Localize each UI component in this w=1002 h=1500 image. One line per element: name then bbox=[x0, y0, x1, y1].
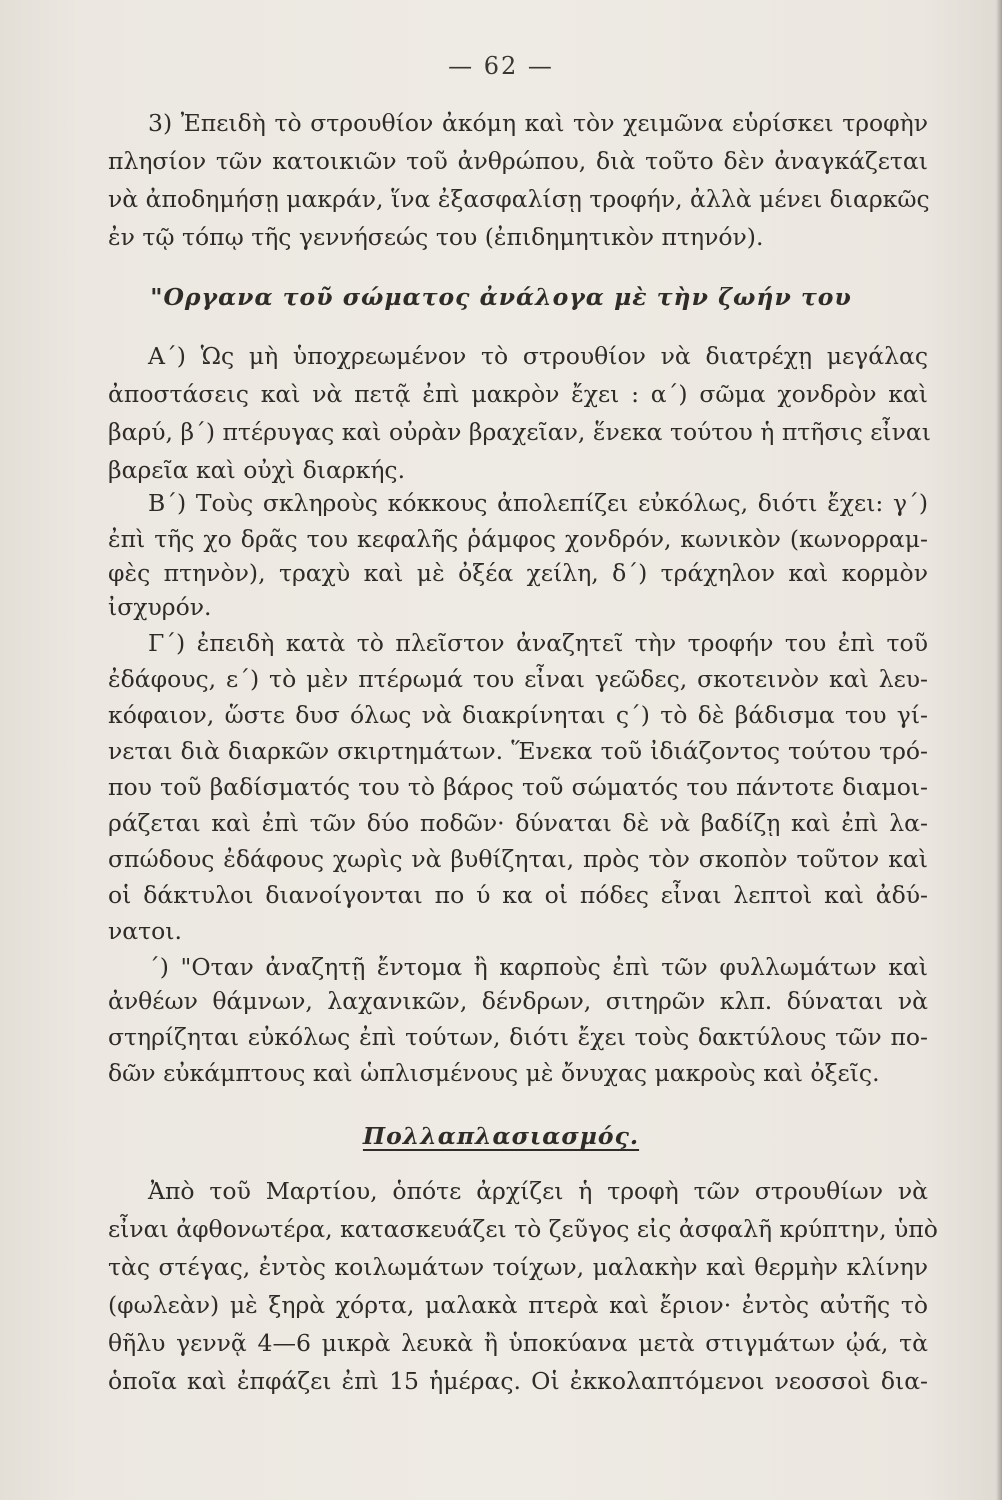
section-heading-text: Πολλαπλασιασμός. bbox=[362, 1122, 640, 1150]
text-line: τὰς στέγας, ἐντὸς κοιλωμάτων τοίχων, μαλακὴν καὶ θερμὴν κλίνην bbox=[108, 1253, 928, 1281]
text-line: βαρύ, β΄) πτέρυγας καὶ οὐρὰν βραχεῖαν, ἕνεκα τούτου ἡ πτῆσις εἶναι bbox=[108, 418, 932, 446]
text-line: φὲς πτηνὸν), τραχὺ καὶ μὲ ὀξέα χείλη, δ΄) τράχηλον καὶ κορμὸν bbox=[108, 559, 928, 587]
text-line: Β΄) Τοὺς σκληροὺς κόκκους ἀπολεπίζει εὐκόλως, διότι ἔχει: γ΄) bbox=[148, 489, 928, 517]
text-line: βαρεῖα καὶ οὐχὶ διαρκής. bbox=[108, 456, 406, 484]
section-heading bbox=[0, 1122, 1002, 1150]
text-line: οἱ δάκτυλοι διανοίγονται πο ύ κα οἱ πόδες εἶναι λεπτοὶ καὶ ἀδύ- bbox=[108, 881, 928, 909]
text-line: εἶναι ἀφθονωτέρα, κατασκευάζει τὸ ζεῦγος εἰς ἀσφαλῆ κρύπτην, ὑπὸ bbox=[108, 1215, 938, 1243]
text-line: νατοι. bbox=[108, 917, 182, 945]
section-heading: "Οργανα τοῦ σώματος ἀνάλογα μὲ τὴν ζωήν του bbox=[150, 283, 852, 311]
text-line: ράζεται καὶ ἐπὶ τῶν δύο ποδῶν· δύναται δὲ νὰ βαδίζῃ καὶ ἐπὶ λα- bbox=[108, 809, 928, 837]
text-line: Γ΄) ἐπειδὴ κατὰ τὸ πλεῖστον ἀναζητεῖ τὴν τροφήν του ἐπὶ τοῦ bbox=[148, 629, 928, 657]
text-line: ἀποστάσεις καὶ νὰ πετᾷ ἐπὶ μακρὸν ἔχει : α΄) σῶμα χονδρὸν καὶ bbox=[108, 380, 928, 408]
text-line: πλησίον τῶν κατοικιῶν τοῦ ἀνθρώπου, διὰ τοῦτο δὲν ἀναγκάζεται bbox=[108, 147, 928, 175]
text-line: στηρίζηται εὐκόλως ἐπὶ τούτων, διότι ἔχει τοὺς δακτύλους τῶν πο- bbox=[108, 1023, 928, 1051]
text-line: δῶν εὐκάμπτους καὶ ὡπλισμένους μὲ ὄνυχας μακροὺς καὶ ὀξεῖς. bbox=[108, 1059, 880, 1087]
text-line: σπώδους ἐδάφους χωρὶς νὰ βυθίζηται, πρὸς τὸν σκοπὸν τοῦτον καὶ bbox=[108, 845, 928, 873]
text-line: Α΄) Ὡς μὴ ὑποχρεωμένον τὸ στρουθίον νὰ διατρέχῃ μεγάλας bbox=[148, 342, 928, 370]
text-line: ὁποῖα καὶ ἐπφάζει ἐπὶ 15 ἡμέρας. Οἱ ἐκκολαπτόμενοι νεοσσοὶ δια- bbox=[108, 1367, 928, 1395]
page-number: — 62 — bbox=[448, 52, 554, 80]
text-line: που τοῦ βαδίσματός του τὸ βάρος τοῦ σώματός του πάντοτε διαμοι- bbox=[108, 773, 928, 801]
page-edge-shadow bbox=[996, 0, 1002, 1500]
text-line: νὰ ἀποδημήσῃ μακράν, ἵνα ἐξασφαλίσῃ τροφήν, ἀλλὰ μένει διαρκῶς bbox=[108, 185, 930, 213]
text-line: 3) Ἐπειδὴ τὸ στρουθίον ἀκόμη καὶ τὸν χειμῶνα εὑρίσκει τροφὴν bbox=[148, 109, 928, 137]
text-line: (φωλεὰν) μὲ ξηρὰ χόρτα, μαλακὰ πτερὰ καὶ ἔριον· ἐντὸς αὐτῆς τὸ bbox=[108, 1291, 928, 1319]
text-line: ΄) "Οταν ἀναζητῇ ἔντομα ἢ καρποὺς ἐπὶ τῶν φυλλωμάτων καὶ bbox=[148, 953, 928, 981]
text-line: ἐπὶ τῆς χο δρᾶς του κεφαλῆς ῥάμφος χονδρόν, κωνικὸν (κωνορραμ- bbox=[108, 525, 928, 553]
text-line: κόφαιον, ὥστε δυσ όλως νὰ διακρίνηται ς΄) τὸ δὲ βάδισμα του γί- bbox=[108, 701, 928, 729]
text-line: ἐν τῷ τόπῳ τῆς γεννήσεώς του (ἐπιδημητικὸν πτηνόν). bbox=[108, 223, 764, 251]
text-line: ἰσχυρόν. bbox=[108, 593, 212, 621]
text-line: νεται διὰ διαρκῶν σκιρτημάτων. Ἕνεκα τοῦ ἰδιάζοντος τούτου τρό- bbox=[108, 737, 928, 765]
text-line: ἐδάφους, ε΄) τὸ μὲν πτέρωμά του εἶναι γεῶδες, σκοτεινὸν καὶ λευ- bbox=[108, 665, 928, 693]
text-line: ἀνθέων θάμνων, λαχανικῶν, δένδρων, σιτηρῶν κλπ. δύναται νὰ bbox=[108, 987, 928, 1015]
text-line: Ἀπὸ τοῦ Μαρτίου, ὁπότε ἀρχίζει ἡ τροφὴ τῶν στρουθίων νὰ bbox=[148, 1177, 928, 1205]
text-line: θῆλυ γεννᾷ 4—6 μικρὰ λευκὰ ἢ ὑποκύανα μετὰ στιγμάτων ᾠά, τὰ bbox=[108, 1329, 928, 1357]
